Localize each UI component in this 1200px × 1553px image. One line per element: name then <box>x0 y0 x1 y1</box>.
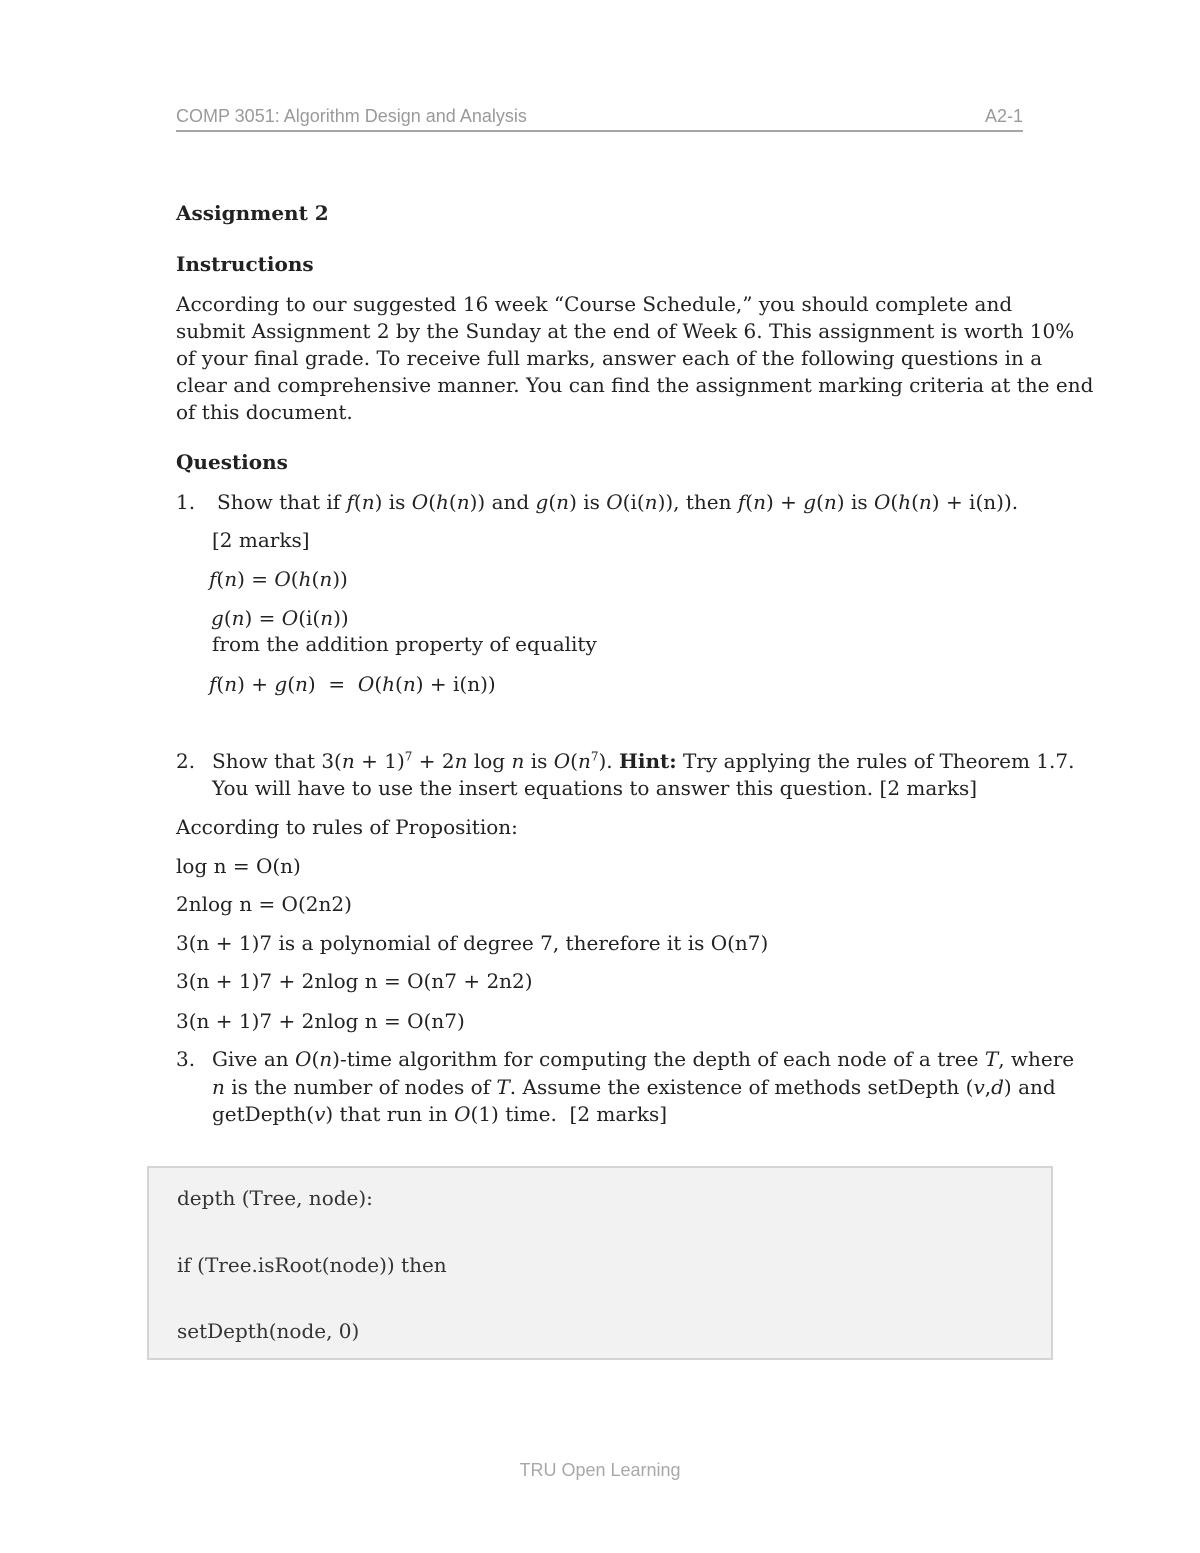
q2-answer-line: log n = O(n) <box>176 854 301 878</box>
q3-line1: Give an O(n)-time algorithm for computing the depth of each node of a tree T, where <box>212 1047 1075 1071</box>
code-line: depth (Tree, node): <box>177 1186 373 1210</box>
q2-answer-line: 3(n + 1)7 + 2nlog n = O(n7) <box>176 1009 465 1033</box>
assignment-title: Assignment 2 <box>176 201 329 225</box>
q1-equation-g: g(n) = O(i(n)) <box>211 606 349 630</box>
q2-hint-label: Hint: <box>619 749 677 773</box>
q3-line3: getDepth(v) that run in O(1) time. [2 marks] <box>212 1102 668 1126</box>
instructions-line: clear and comprehensive manner. You can find the assignment marking criteria at the end <box>176 373 1094 397</box>
code-line: if (Tree.isRoot(node)) then <box>177 1253 447 1277</box>
q1-number: 1. <box>176 490 196 514</box>
q2-hint-text: Try applying the rules of Theorem 1.7. <box>676 749 1075 773</box>
instructions-line: of this document. <box>176 400 353 424</box>
q1-note: from the addition property of equality <box>212 632 597 656</box>
course-title: COMP 3051: Algorithm Design and Analysis <box>176 106 527 126</box>
instructions-heading: Instructions <box>176 252 314 276</box>
q2-answer-line: 3(n + 1)7 + 2nlog n = O(n7 + 2n2) <box>176 969 533 993</box>
q2-prompt: Show that $3(n + 1)^7 + 2n$ log n is $O(n^7)$. Hint: Try applying the rules of Theorem 1.7. <box>212 749 1075 773</box>
instructions-line: According to our suggested 16 week “Course Schedule,” you should complete and <box>176 292 1013 316</box>
instructions-line: of your final grade. To receive full marks, answer each of the following questions in a <box>176 346 1043 370</box>
q1-prompt: Show that if f(n) is O(h(n)) and g(n) is O(i(n)), then f(n) + g(n) is O(h(n) + i(n)). <box>217 490 1019 514</box>
page-header <box>176 106 1023 132</box>
q1-equation-f: f(n) = O(h(n)) <box>209 567 348 591</box>
page-id: A2-1 <box>984 106 1023 126</box>
instructions-paragraph <box>176 291 1094 426</box>
q2-number: 2. <box>176 749 196 773</box>
q2-answer-line: According to rules of Proposition: <box>176 815 518 839</box>
q2-answer-line: 2nlog n = O(2n2) <box>176 892 352 916</box>
code-line: setDepth(node, 0) <box>177 1319 360 1343</box>
answer-box <box>147 1166 1053 1360</box>
page-footer: TRU Open Learning <box>519 1460 681 1480</box>
instructions-line: submit Assignment 2 by the Sunday at the end of Week 6. This assignment is worth 10% <box>176 319 1075 343</box>
questions-heading: Questions <box>176 450 288 474</box>
q1-marks: [2 marks] <box>212 528 310 552</box>
q3-number: 3. <box>176 1047 196 1071</box>
q1-equation-sum: f(n) + g(n) = O(h(n) + i(n)) <box>209 672 496 696</box>
q2-answer-line: 3(n + 1)7 is a polynomial of degree 7, therefore it is O(n7) <box>176 931 769 955</box>
q3-marks: [2 marks] <box>569 1102 668 1126</box>
q3-line2: n is the number of nodes of T. Assume the existence of methods setDepth (v,d) and <box>212 1075 1056 1099</box>
q2-line2: You will have to use the insert equations to answer this question. [2 marks] <box>212 776 978 800</box>
